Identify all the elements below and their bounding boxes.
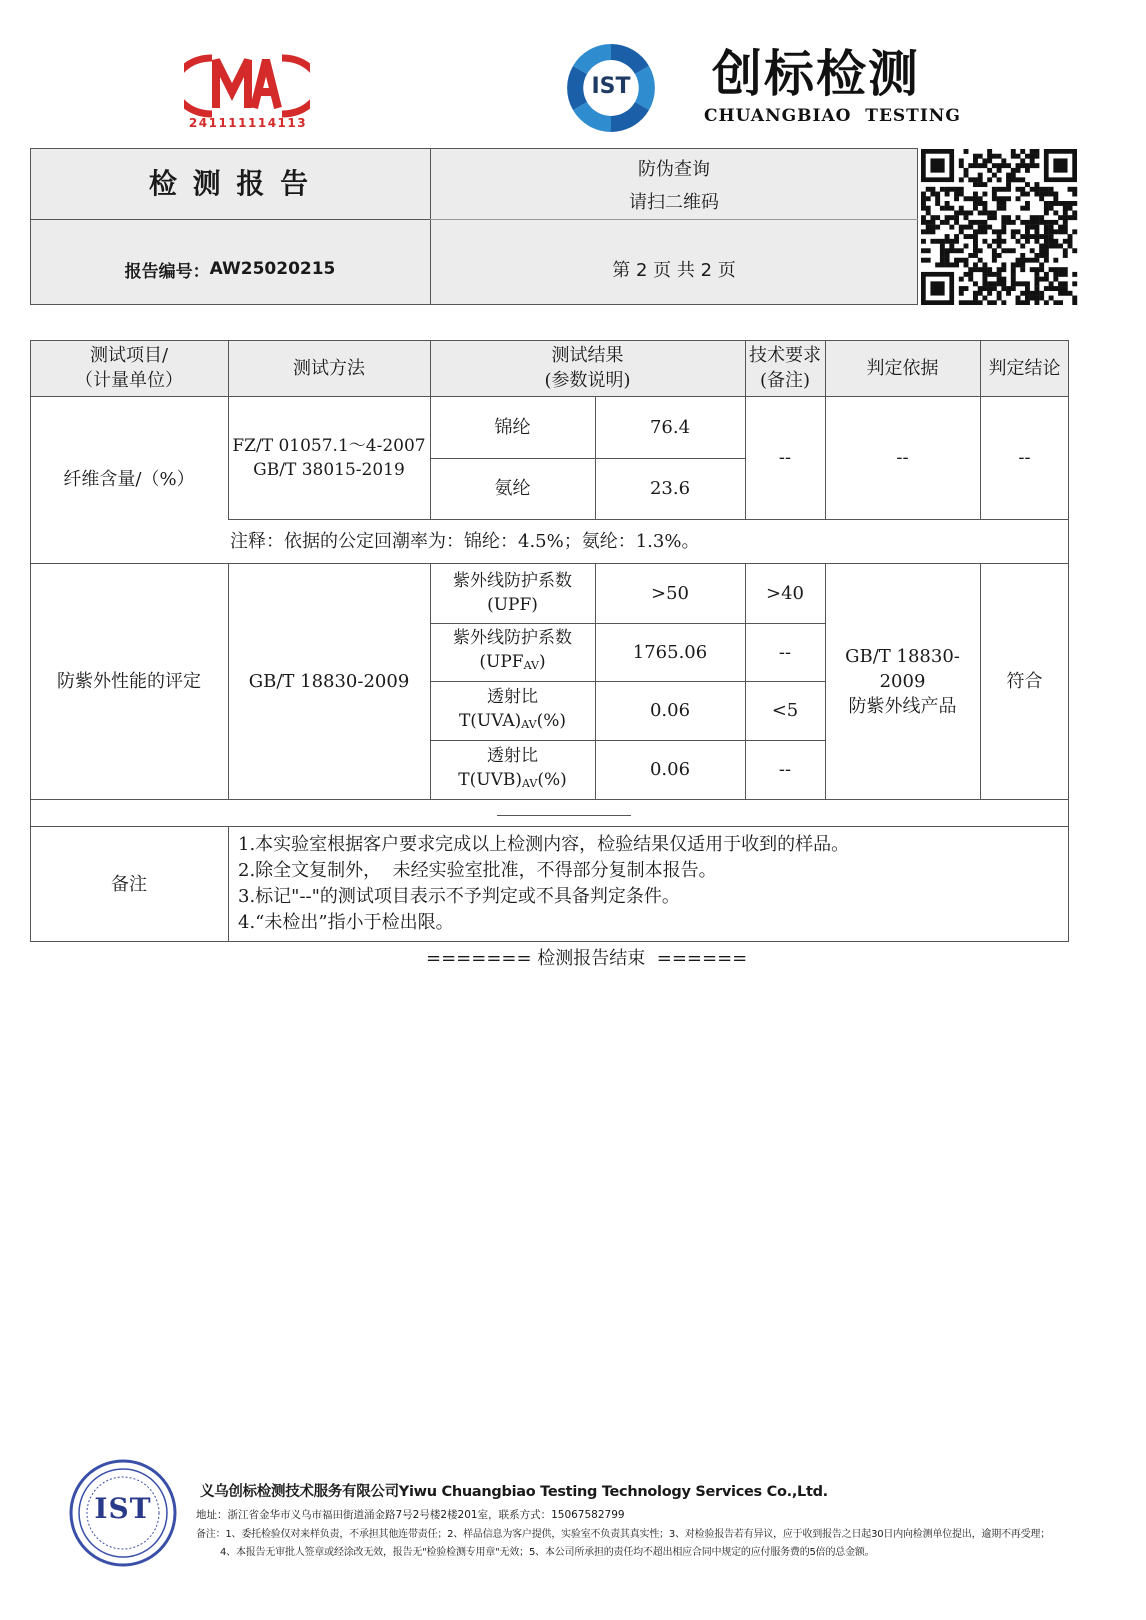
report-end-marker: ======= 检测报告结束 ====== [426,948,748,969]
uv-param-3: 透射比 $T(UVA)_{AV}(\%)$ [458,686,567,731]
uv-method: GB/T 18830-2009 [248,670,410,692]
uv-value-3: 0.06 [649,700,691,721]
page-info: 第 2 页 共 2 页 [612,260,736,281]
uv-requirement-3: <5 [771,700,799,721]
footer-address: 地址：浙江省金华市义乌市福田街道涌金路7号2号楼2楼201室，联系方式：15067582799 [196,1509,625,1521]
fiber-basis: -- [896,447,909,468]
uv-value-2: 1765.06 [632,641,708,663]
header-basis: 判定依据 [866,357,939,379]
header-conclusion: 判定结论 [988,357,1061,379]
uv-value-4: 0.06 [649,759,691,780]
uv-value-1: >50 [651,582,689,604]
fiber-value-1: 76.4 [649,416,691,438]
fiber-param-1: 锦纶 [494,416,531,438]
fiber-requirement: -- [778,447,792,468]
footer-note-2: 4、本报告无审批人签章或经涂改无效，报告无"检验检测专用章"无效；5、本公司所承担的责任均不超出相应合同中规定的应付服务费的5倍的总金额。 [220,1547,875,1558]
remark-line-1: 1.本实验室根据客户要求完成以上检测内容，检验结果仅适用于收到的样品。 [238,834,850,855]
cma-number: 241111114113 [188,116,308,130]
remark-line-4: 4.“未检出”指小于检出限。 [238,912,454,933]
remarks-label: 备注 [111,873,147,895]
verify-line-2: 请扫二维码 [629,192,719,213]
footer-company: 义乌创标检测技术服务有限公司Yiwu Chuangbiao Testing Technology Services Co.,Ltd. [200,1484,828,1500]
header-test-item: 测试项目/ （计量单位） [75,345,183,391]
uv-requirement-2: -- [778,641,792,663]
remarks-list [238,832,1066,936]
report-title: 检 测 报 告 [148,167,312,200]
header-test-method: 测试方法 [293,357,365,379]
uv-conclusion: 符合 [1006,670,1043,692]
report-number-value: AW25020215 [209,259,336,279]
qr-code [918,148,1080,305]
ist-logo: IST [563,40,659,136]
uv-item: 防紫外性能的评定 [57,670,201,692]
report-number-label: 报告编号： [124,261,210,282]
brand-name-cn: 创标检测 [712,45,920,103]
fiber-method: FZ/T 01057.1～4-2007 GB/T 38015-2019 [232,435,426,480]
uv-param-1: 紫外线防护系数 (UPF) [453,571,572,615]
fiber-note: 注释：依据的公定回潮率为：锦纶：4.5%；氨纶：1.3%。 [230,531,700,552]
footer-note-1: 备注：1、委托检验仅对来样负责，不承担其他连带责任；2、样品信息为客户提供，实验室不负责其真实性；3、对检验报告若有异议，应于收到报告之日起30日内向检测单位提出，逾期不再受理； [196,1529,1051,1540]
uv-basis: GB/T 18830-2009 防紫外线产品 [845,645,960,717]
verify-line-1: 防伪查询 [638,159,710,180]
uv-param-2: 紫外线防护系数 $(UPF_{AV})$ [453,628,572,672]
remark-line-3: 3.标记"--"的测试项目表示不予判定或不具备判定条件。 [238,886,680,907]
header-test-result: 测试结果 (参数说明) [544,345,631,391]
uv-requirement-1: >40 [766,582,804,604]
fiber-item: 纤维含量/（%） [63,469,195,490]
header-requirement: 技术要求 (备注) [749,345,821,391]
remark-line-2: 2.除全文复制外， 未经实验室批准，不得部分复制本报告。 [238,860,717,881]
fiber-conclusion: -- [1018,447,1031,468]
fiber-value-2: 23.6 [649,478,691,499]
uv-requirement-4: -- [778,759,792,780]
uv-param-4: 透射比 $T(UVB)_{AV}(\%)$ [458,745,567,790]
report-number [30,254,430,284]
ist-seal: IST [68,1458,178,1568]
fiber-param-2: 氨纶 [494,478,531,499]
brand-name-en: CHUANGBIAO TESTING [704,106,961,126]
